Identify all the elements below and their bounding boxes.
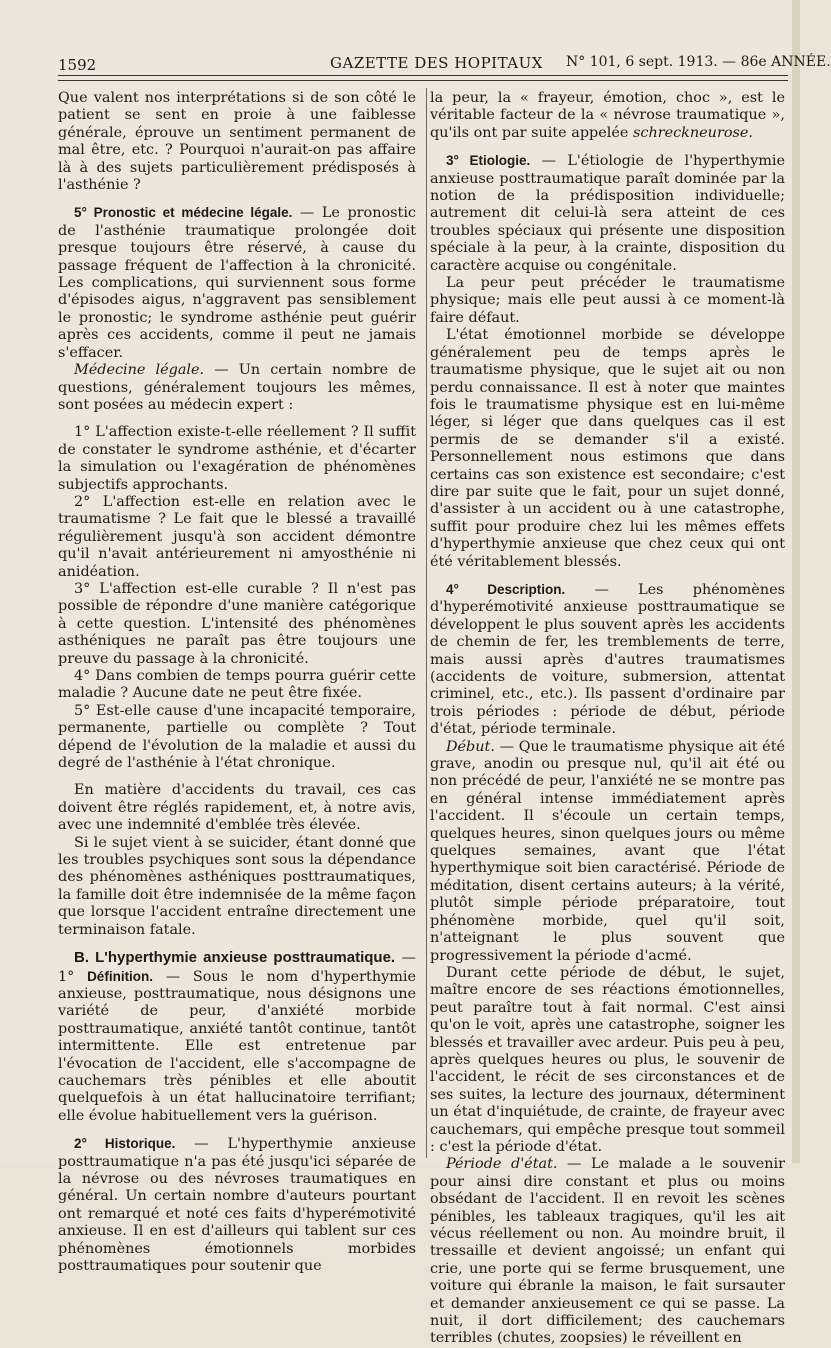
question-5: 5° Est-elle cause d'une incapacité temporaire, permanente, partielle ou complète ? Tout dépend de l'évolution de la maladie et aussi du degré de l'asthénie à l'état chronique. xyxy=(58,702,416,772)
subsection-heading: Définition. xyxy=(87,968,154,984)
question-1: 1° L'affection existe-t-elle réellement ? Il suffit de constater le syndrome asthénie, et d'écarter la simulation ou l'exagération de phénomènes subjectifs approchants. xyxy=(58,424,416,493)
section-description: 4° Description. — Les phénomènes d'hyperémotivité anxieuse posttraumatique se développent le plus souvent après les accidents de chemin de fer, les tremblements de terre, mais aussi après d'autres traumatismes (accidents de voiture, submersion, attentat criminel, etc., etc.). Ils passent d'ordinaire par trois périodes : période de début, période d'état, période terminale. xyxy=(430,581,785,738)
paragraph: En matière d'accidents du travail, ces cas doivent être réglés rapidement, et, à notre avis, avec une indemnité d'emblée très élevée. xyxy=(58,782,416,834)
paragraph: L'état émotionnel morbide se développe généralement peu de temps après le traumatisme physique, que le sujet ait ou non perdu connaissance. Il est à noter que maintes fois le traumatisme physique est en lui-même léger, si léger que dans quelques cas il est permis de se demander s'il a existé. Personnellement nous estimons que dans certains cas son existence est secondaire; c'est dire par suite que le fait, pour un sujet donné, d'assister à un accident ou à une catastrophe, suffit pour produire chez lui les mêmes effets d'hyperthymie anxieuse que chez ceux qui ont été véritablement blessés. xyxy=(430,327,785,570)
left-column xyxy=(58,90,416,1275)
paragraph: Que valent nos interprétations si de son côté le patient se sent en proie à une faiblesse générale, éprouve un sentiment permanent de mal être, etc. ? Pourquoi n'aurait-on pas affaire là à des sujets particulièrement prédisposés à l'asthénie ? xyxy=(58,90,416,194)
column-divider xyxy=(426,88,427,1158)
right-column xyxy=(430,90,785,1348)
paragraph-periode-etat: Période d'état. — Le malade a le souvenir pour ainsi dire constant et plus ou moins obsédant de l'accident. Il en revoit les scènes pénibles, les tableaux tragiques, qu'il les ait vécus réellement ou non. Au moindre bruit, il tressaille et devient angoissé; un enfant qui crie, une porte qui se ferme brusquement, une voiture qui ébranle la maison, le fait sursauter et demander anxieusement ce qui se passe. La nuit, il dort difficilement; des cauchemars terribles (chutes, zoopsies) le réveillent en xyxy=(430,1156,786,1347)
paragraph: la peur, la « frayeur, émotion, choc », est le véritable facteur de la « névrose traumatique », qu'ils ont par suite appelée schreckneurose. xyxy=(430,90,785,141)
paragraph: Durant cette période de début, le sujet, maître encore de ses réactions émotionnelles, peut paraître tout à fait normal. C'est ainsi qu'on le voit, après une catastrophe, soigner les blessés et travailler avec ardeur. Puis peu à peu, après quelques heures ou plus, le souvenir de l'accident, le récit de ses circonstances et de ses suites, la lecture des journaux, déterminent un état d'inquiétude, de crainte, de frayeur avec cauchemars, qui empêche presque tout sommeil : c'est la période d'état. xyxy=(430,964,785,1155)
question-4: 4° Dans combien de temps pourra guérir cette maladie ? Aucune date ne peut être fixée. xyxy=(58,668,416,702)
paragraph: La peur peut précéder le traumatisme physique; mais elle peut aussi à ce moment-là faire défaut. xyxy=(430,275,785,326)
question-3: 3° L'affection est-elle curable ? Il n'est pas possible de répondre d'une manière catégorique à cette question. L'intensité des phénomènes asthéniques ne paraît pas être toujours une preuve du passage à la chronicité. xyxy=(58,580,416,667)
subheading: Début. xyxy=(446,738,495,755)
section-pronostic: 5° Pronostic et médecine légale. — Le pronostic de l'asthénie traumatique prolongée doit presque toujours être réservé, à cause du passage fréquent de l'affection à la chronicité. Les complications, qui surviennent sous forme d'épisodes aigus, n'aggravent pas sensiblement le pronostic; le syndrome asthénie peut guérir après ces accidents, comme il peut ne jamais s'effacer. xyxy=(58,205,416,361)
question-2: 2° L'affection est-elle en relation avec le traumatisme ? Le fait que le blessé a travaillé régulièrement jusqu'à son accident démontre qu'il n'avait antérieurement ni amyosthénie ni anidéation. xyxy=(58,493,416,580)
section-heading: 5° Pronostic et médecine légale. xyxy=(74,205,293,221)
subsection-heading: 2° Historique. xyxy=(74,1136,176,1152)
paragraph-medecine-legale: Médecine légale. — Un certain nombre de questions, généralement toujours les mêmes, sont posées au médecin expert : xyxy=(58,362,416,413)
header-rule-second xyxy=(58,80,788,81)
subsection-heading: 3° Etiologie. xyxy=(446,153,531,169)
subheading: Période d'état. xyxy=(446,1156,558,1173)
header-rule xyxy=(58,75,788,76)
section-hyperthymie: B. L'hyperthymie anxieuse posttraumatique. — 1° Définition. — Sous le nom d'hyperthymie anxieuse, posttraumatique, nous désignons une variété de peur, d'anxiété morbide posttraumatique, anxiété tantôt continue, tantôt intermittente. Elle est entretenue par l'évocation de l'accident, elle s'accompagne de cauchemars très pénibles et elle aboutit quelquefois à un état hallucinatoire terrifiant; elle évolue habituellement vers la guérison. xyxy=(58,949,417,1124)
issue-info: N° 101, 6 sept. 1913. — 86e ANNÉE. xyxy=(566,54,831,70)
page-edge xyxy=(792,0,800,1163)
section-etiologie: 3° Etiologie. — L'étiologie de l'hyperthymie anxieuse posttraumatique paraît dominée par la notion de la prédisposition individuelle; autrement dit celui-là sera atteint de ces troubles spéciaux qui présente une disposition spéciale à la peur, à la crainte, disposition du caractère acquise ou congénitale. xyxy=(430,153,785,274)
journal-title: GAZETTE DES HOPITAUX xyxy=(330,54,543,72)
subsection-heading: 4° Description. xyxy=(446,581,566,597)
subheading: Médecine légale. xyxy=(74,362,205,379)
page-number: 1592 xyxy=(58,56,97,74)
paragraph-debut: Début. — Que le traumatisme physique ait été grave, anodin ou presque nul, qu'il ait été ou non précédé de peur, l'anxiété ne se montre pas en général intense immédiatement après l'accident. Il s'écoule un certain temps, quelques heures, sinon quelques jours ou même quelques semaines, avant que l'état hyperthymique soit bien caractérisé. Période de méditation, disent certains auteurs; à la vérité, plutôt simple période préparatoire, tout phénomène morbide, quel qu'il soit, n'atteignant le plus souvent que progressivement la période d'acmé. xyxy=(430,738,785,964)
paragraph: Si le sujet vient à se suicider, étant donné que les troubles psychiques sont sous la dépendance des phénomènes asthéniques posttraumatiques, la famille doit être indemnisée de la même façon que lorsque l'accident entraîne directement une terminaison fatale. xyxy=(58,834,416,938)
section-heading: B. L'hyperthymie anxieuse posttraumatique. xyxy=(74,949,396,967)
section-historique: 2° Historique. — L'hyperthymie anxieuse posttraumatique n'a pas été jusqu'ici séparée de la névrose ou des névroses traumatiques en général. Un certain nombre d'auteurs pourtant ont remarqué et noté ces faits d'hyperémotivité anxieuse. Il en est d'ailleurs qui tablent sur ces phénomènes émotionnels morbides posttraumatiques pour soutenir que xyxy=(58,1136,416,1274)
